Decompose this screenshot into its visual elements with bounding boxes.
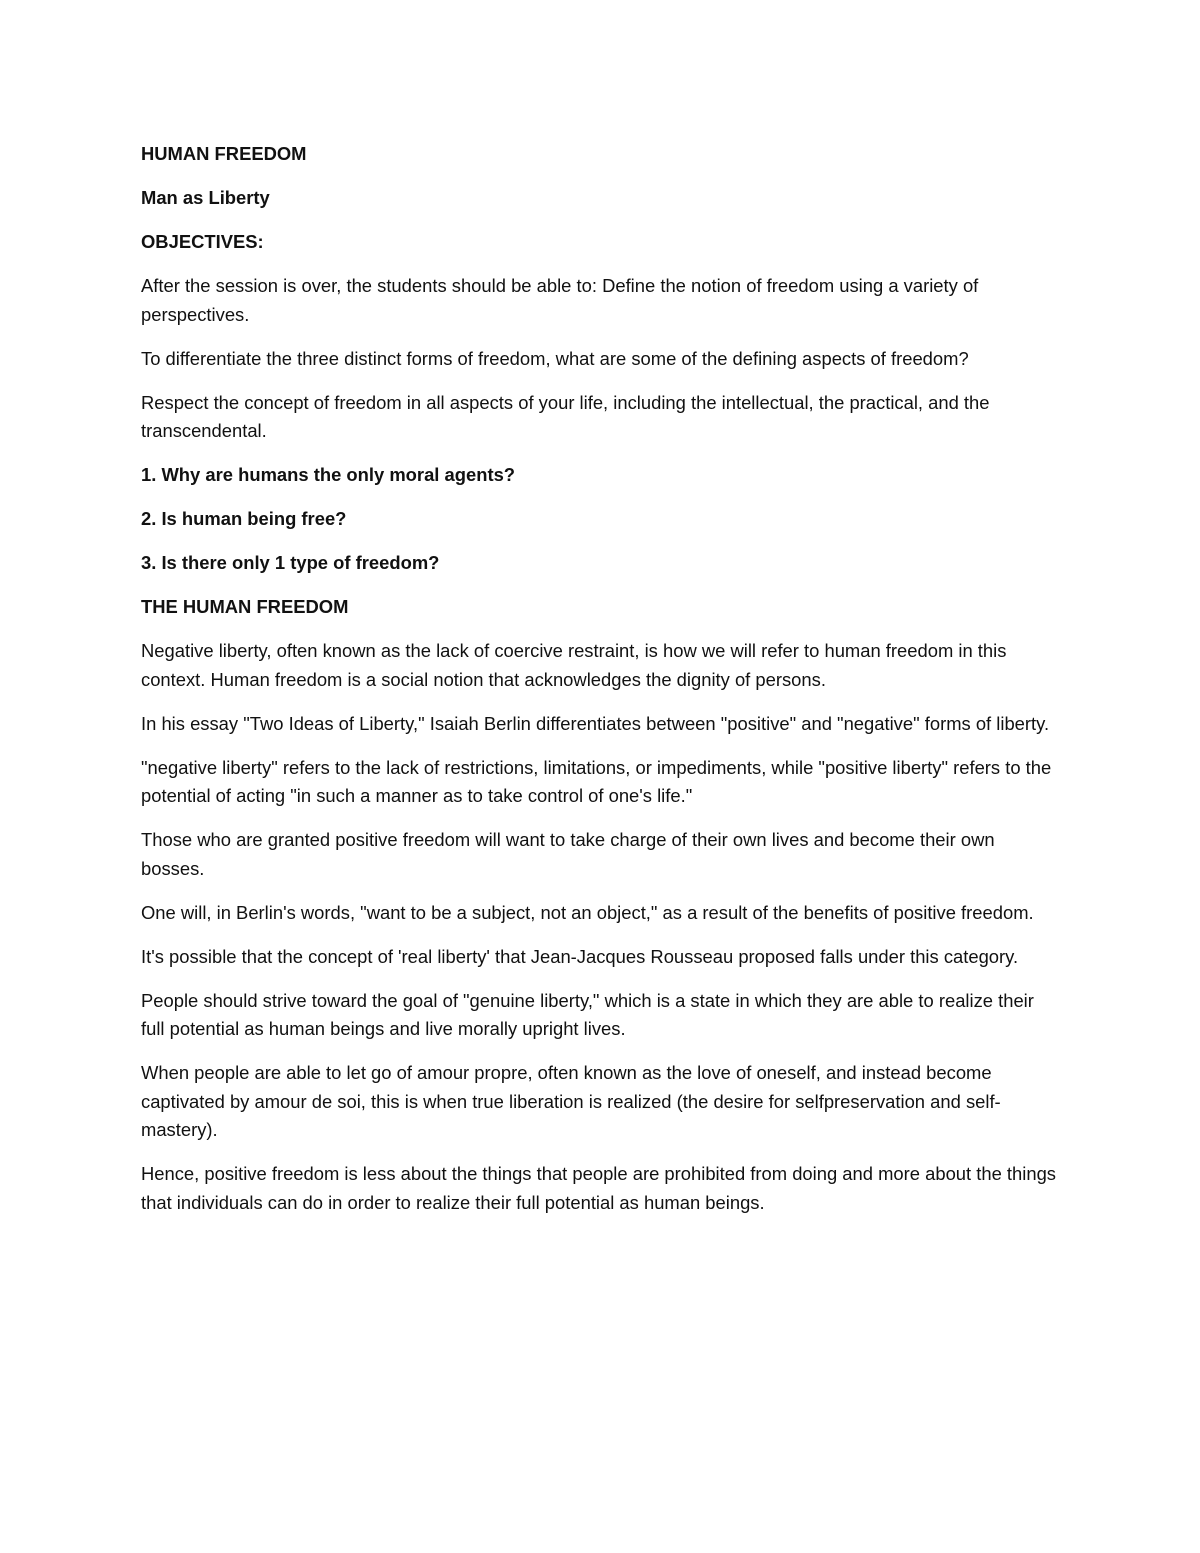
- objective-item: Respect the concept of freedom in all aspects of your life, including the intellectual, the practical, and the transcendental.: [141, 391, 990, 441]
- document-title: HUMAN FREEDOM: [141, 143, 307, 164]
- body-paragraph: It's possible that the concept of 'real liberty' that Jean-Jacques Rousseau proposed falls under this category.: [141, 945, 1019, 967]
- objectives-heading: OBJECTIVES:: [141, 231, 264, 252]
- document-page: [141, 140, 1056, 1233]
- section-heading: THE HUMAN FREEDOM: [141, 596, 349, 617]
- objective-item: To differentiate the three distinct forms of freedom, what are some of the defining aspects of freedom?: [141, 347, 969, 369]
- question-item: 1. Why are humans the only moral agents?: [141, 464, 516, 485]
- body-paragraph: In his essay "Two Ideas of Liberty," Isaiah Berlin differentiates between "positive" and "negative" forms of liberty.: [141, 712, 1050, 734]
- question-item: 3. Is there only 1 type of freedom?: [141, 552, 440, 573]
- body-paragraph: When people are able to let go of amour propre, often known as the love of oneself, and instead become captivated by amour de soi, this is when true liberation is realized (the desire for selfpreservation and self-mastery).: [141, 1062, 1001, 1140]
- body-paragraph: People should strive toward the goal of "genuine liberty," which is a state in which they are able to realize their full potential as human beings and live morally upright lives.: [141, 989, 1034, 1039]
- question-item: 2. Is human being free?: [141, 508, 347, 529]
- body-paragraph: Negative liberty, often known as the lack of coercive restraint, is how we will refer to human freedom in this context. Human freedom is a social notion that acknowledges the dignity of persons.: [141, 640, 1007, 690]
- body-paragraph: Those who are granted positive freedom will want to take charge of their own lives and become their own bosses.: [141, 829, 995, 879]
- body-paragraph: One will, in Berlin's words, "want to be a subject, not an object," as a result of the benefits of positive freedom.: [141, 901, 1034, 923]
- body-paragraph: Hence, positive freedom is less about the things that people are prohibited from doing and more about the things that individuals can do in order to realize their full potential as human beings.: [141, 1163, 1056, 1213]
- objective-item: After the session is over, the students should be able to: Define the notion of freedom using a variety of perspectives.: [141, 275, 979, 325]
- body-paragraph: "negative liberty" refers to the lack of restrictions, limitations, or impediments, while "positive liberty" refers to the potential of acting "in such a manner as to take control of one's life.": [141, 756, 1052, 806]
- document-subtitle: Man as Liberty: [141, 187, 270, 208]
